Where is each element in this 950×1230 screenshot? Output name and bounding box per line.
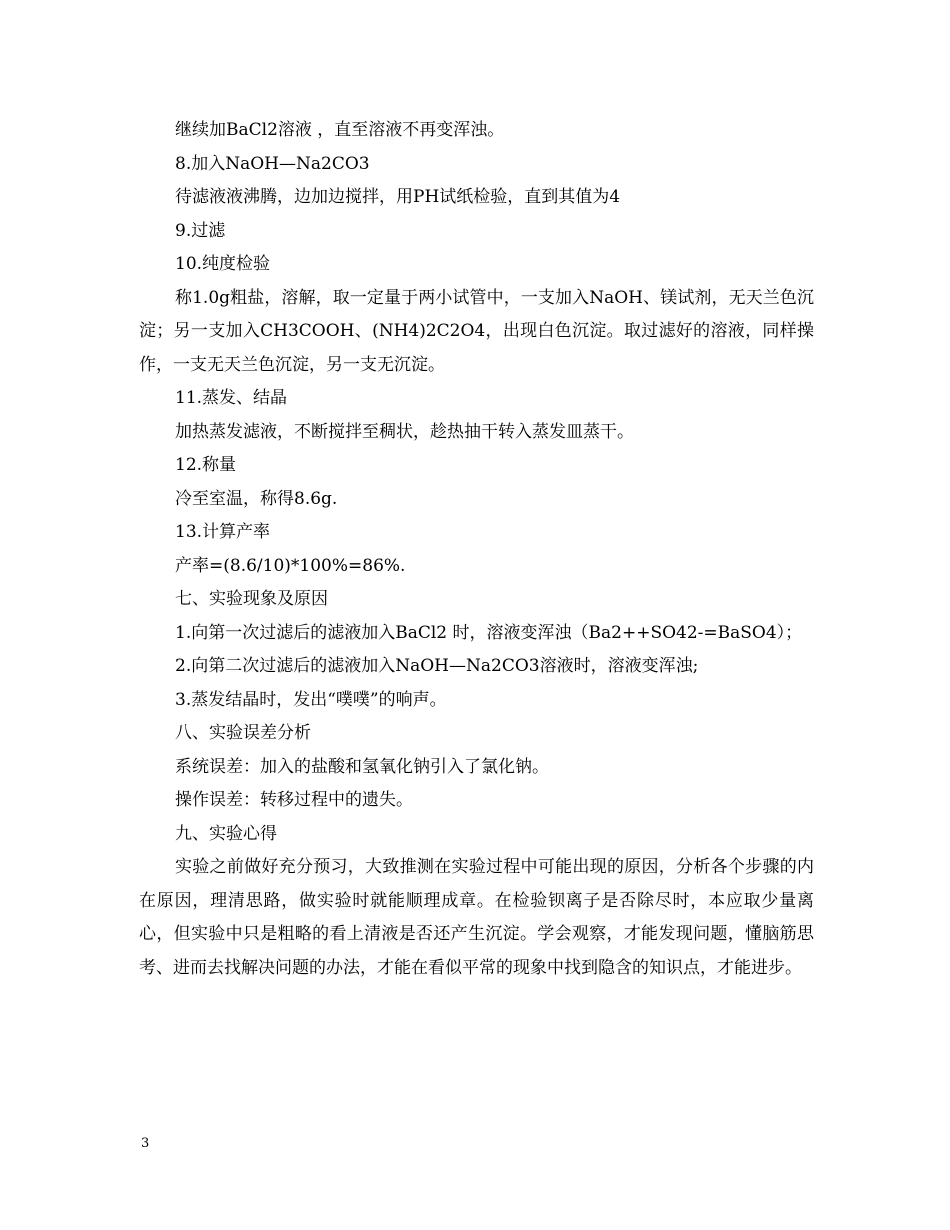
step-12-heading: 12.称量 xyxy=(175,455,237,475)
phenomenon-1: 1.向第一次过滤后的滤液加入BaCl2 时，溶液变浑浊（Ba2++SO42-=BaSO4）； xyxy=(175,622,803,643)
step-13-heading: 13.计算产率 xyxy=(175,522,271,542)
paragraph-continue-bacl2: 继续加BaCl2溶液 ，直至溶液不再变浑浊。 xyxy=(175,120,505,140)
step-8-heading: 8.加入NaOH—Na2CO3 xyxy=(175,153,370,174)
section-9-heading: 九、实验心得 xyxy=(175,823,277,844)
step-12-text: 冷至室温，称得8.6g. xyxy=(175,488,338,509)
step-11-heading: 11.蒸发、结晶 xyxy=(175,388,288,408)
step-10-heading: 10.纯度检验 xyxy=(175,254,271,274)
step-11-text: 加热蒸发滤液，不断搅拌至稠状，趁热抽干转入蒸发皿蒸干。 xyxy=(175,421,634,442)
step-13-text: 产率=(8.6/10)*100%=86%. xyxy=(175,555,406,576)
document-body xyxy=(139,114,814,985)
step-9-heading: 9.过滤 xyxy=(175,220,226,241)
experience-text: 实验之前做好充分预习，大致推测在实验过程中可能出现的原因，分析各个步骤的内在原因，理清思路，做实验时就能顺理成章。在检验钡离子是否除尽时，本应取少量离心，但实验中只是粗略的看上清液是否还产生沉淀。学会观察，才能发现问题，懂脑筋思考、进而去找解决问题的办法，才能在看似平常的现象中找到隐含的知识点，才能进步。 xyxy=(139,857,814,978)
section-8-heading: 八、实验误差分析 xyxy=(175,723,311,743)
section-7-heading: 七、实验现象及原因 xyxy=(175,589,328,609)
page-number: 3 xyxy=(141,1136,150,1151)
systematic-error: 系统误差：加入的盐酸和氢氧化钠引入了氯化钠。 xyxy=(175,756,549,777)
phenomenon-3: 3.蒸发结晶时，发出“噗噗”的响声。 xyxy=(175,689,447,710)
operation-error: 操作误差：转移过程中的遗失。 xyxy=(175,790,413,810)
phenomenon-2: 2.向第二次过滤后的滤液加入NaOH—Na2CO3溶液时，溶液变浑浊; xyxy=(175,656,699,676)
step-10-text: 称1.0g粗盐，溶解，取一定量于两小试管中，一支加入NaOH、镁试剂，无天兰色沉淀；另一支加入CH3COOH、(NH4)2C2O4，出现白色沉淀。取过滤好的溶液，同样操作，一支无天兰色沉淀，另一支无沉淀。 xyxy=(139,287,814,375)
step-8-text: 待滤液液沸腾，边加边搅拌，用PH试纸检验，直到其值为4 xyxy=(175,187,621,207)
